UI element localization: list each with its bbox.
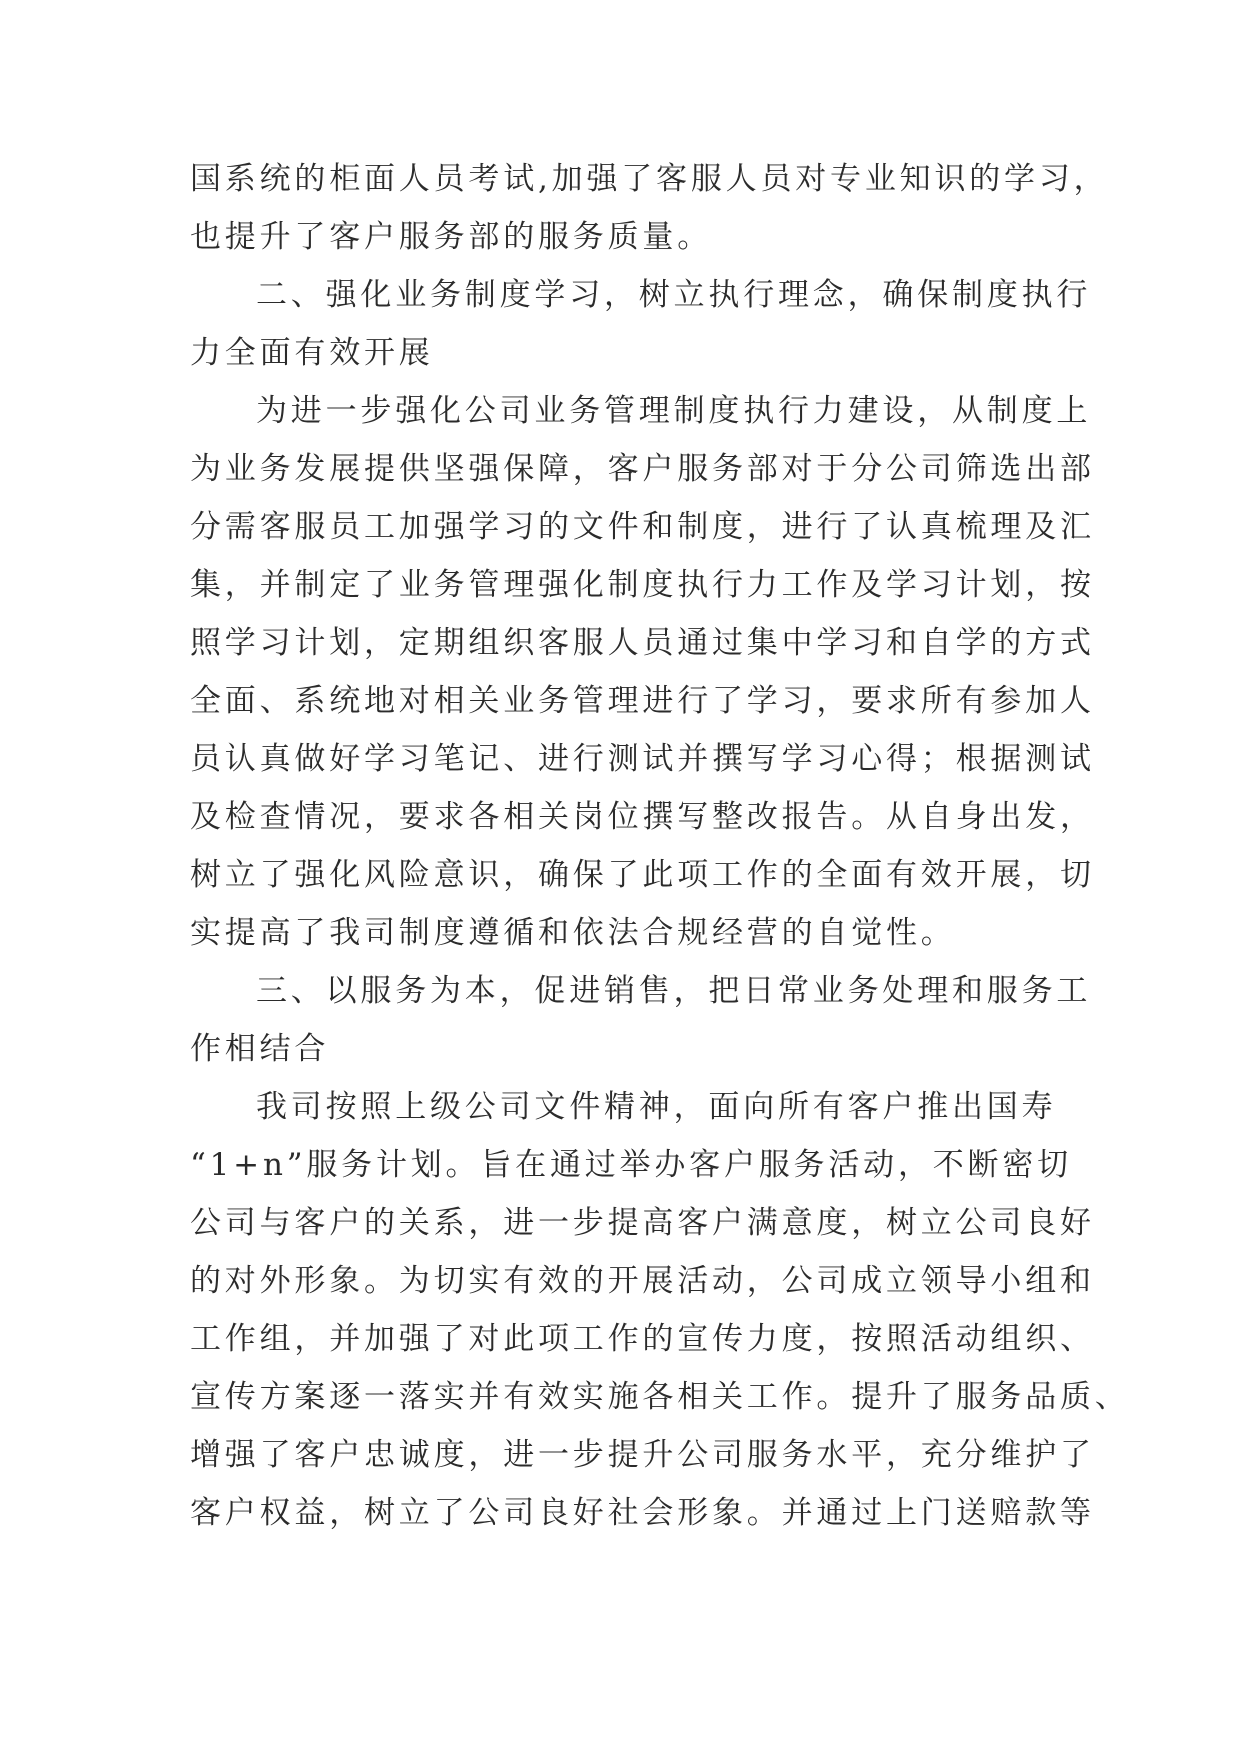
text-line: 照学习计划，定期组织客服人员通过集中学习和自学的方式 — [190, 625, 1095, 661]
text-line: 也提升了客户服务部的服务质量。 — [190, 219, 712, 255]
text-line: 为业务发展提供坚强保障，客户服务部对于分公司筛选出部 — [190, 451, 1095, 487]
text-line: 树立了强化风险意识，确保了此项工作的全面有效开展，切 — [190, 857, 1095, 893]
text-line: 全面、系统地对相关业务管理进行了学习，要求所有参加人 — [190, 683, 1095, 719]
text-line: 集，并制定了业务管理强化制度执行力工作及学习计划，按 — [190, 567, 1095, 603]
text-line: 实提高了我司制度遵循和依法合规经营的自觉性。 — [190, 915, 956, 951]
text-line: 客户权益，树立了公司良好社会形象。并通过上门送赔款等 — [190, 1495, 1095, 1531]
text-line: 员认真做好学习笔记、进行测试并撰写学习心得；根据测试 — [190, 741, 1095, 777]
text-line: 宣传方案逐一落实并有效实施各相关工作。提升了服务品质、 — [190, 1379, 1130, 1415]
paragraph-first-line: 为进一步强化公司业务管理制度执行力建设，从制度上 — [256, 393, 1092, 429]
section-heading-line: 三、以服务为本，促进销售，把日常业务处理和服务工 — [256, 973, 1092, 1009]
text-line: 国系统的柜面人员考试,加强了客服人员对专业知识的学习， — [190, 161, 1109, 197]
section-heading-line: 二、强化业务制度学习，树立执行理念，确保制度执行 — [256, 277, 1092, 313]
text-line: “1+n”服务计划。旨在通过举办客户服务活动，不断密切 — [190, 1147, 1072, 1183]
paragraph-first-line: 我司按照上级公司文件精神，面向所有客户推出国寿 — [256, 1089, 1057, 1125]
text-line: 公司与客户的关系，进一步提高客户满意度，树立公司良好 — [190, 1205, 1095, 1241]
text-line: 的对外形象。为切实有效的开展活动，公司成立领导小组和 — [190, 1263, 1095, 1299]
section-heading-line: 力全面有效开展 — [190, 335, 434, 371]
text-line: 增强了客户忠诚度，进一步提升公司服务水平，充分维护了 — [190, 1437, 1095, 1473]
section-heading-line: 作相结合 — [190, 1031, 330, 1067]
text-line: 及检查情况，要求各相关岗位撰写整改报告。从自身出发， — [190, 799, 1095, 835]
text-line: 分需客服员工加强学习的文件和制度，进行了认真梳理及汇 — [190, 509, 1095, 545]
body-text — [190, 150, 1130, 1542]
text-line: 工作组，并加强了对此项工作的宣传力度，按照活动组织、 — [190, 1321, 1095, 1357]
